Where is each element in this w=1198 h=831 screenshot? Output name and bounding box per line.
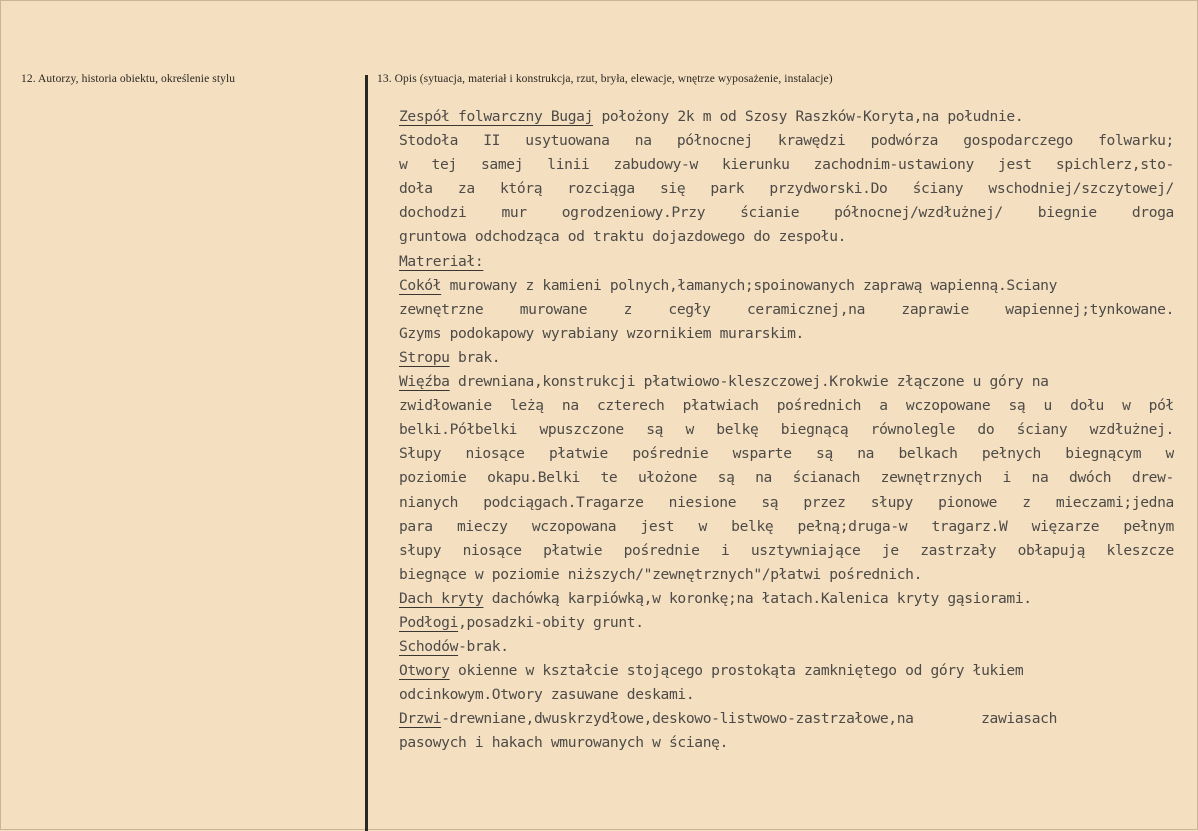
line-text: -brak. bbox=[458, 638, 509, 656]
text-line: zewnętrzne murowane z cegły ceramicznej,na zaprawie wapiennej;tynkowane. bbox=[399, 300, 1174, 318]
description-text bbox=[399, 105, 1174, 756]
text-line: doła za którą rozciąga się park przydworski.Do ściany wschodniej/szczytowej/ bbox=[399, 180, 1174, 198]
text-line bbox=[399, 346, 1174, 370]
line-text: położony 2k m od Szosy Raszków-Koryta,na południe. bbox=[593, 108, 1024, 125]
line-text: drewniana,konstrukcji płatwiowo-kleszczowej.Krokwie złączone u góry na bbox=[449, 373, 1049, 391]
line-text: dachówką karpiówką,w koronkę;na łatach.Kalenica kryty gąsiorami. bbox=[483, 589, 1032, 607]
underlined-term: Więźba bbox=[399, 373, 450, 391]
text-line bbox=[399, 587, 1174, 611]
column-divider bbox=[365, 75, 368, 831]
line-text: okienne w kształcie stojącego prostokąta zamkniętego od góry łukiem bbox=[449, 662, 1024, 680]
underlined-term: Dach kryty bbox=[399, 589, 484, 607]
line-text: ,posadzki-obity grunt. bbox=[458, 613, 644, 631]
text-line bbox=[399, 274, 1174, 298]
line-text: brak. bbox=[449, 348, 501, 366]
text-line: belki.Półbelki wpuszczone są w belkę biegnącą równolegle do ściany wzdłużnej. bbox=[399, 421, 1174, 439]
underlined-term: Drzwi bbox=[399, 710, 442, 728]
underlined-term: Podłogi bbox=[399, 613, 459, 631]
line-text: -drewniane,dwuskrzydłowe,deskowo-listwowo-zastrzałowe,na zawiasach bbox=[441, 710, 1058, 728]
text-line bbox=[399, 635, 1174, 659]
underlined-term: Schodów bbox=[399, 638, 459, 656]
text-line: pasowych i hakach wmurowanych w ścianę. bbox=[399, 734, 729, 752]
text-line bbox=[399, 659, 1174, 683]
text-line: Słupy niosące płatwie pośrednie wsparte są na belkach pełnych biegnącym w bbox=[399, 445, 1174, 463]
text-line bbox=[399, 105, 1174, 129]
underlined-term: Stropu bbox=[399, 348, 450, 366]
underlined-term: Cokół bbox=[399, 276, 442, 294]
text-line: biegnące w poziomie niższych/"zewnętrznych"/płatwi pośrednich. bbox=[399, 565, 923, 583]
text-line bbox=[399, 250, 1174, 274]
text-line: gruntowa odchodząca od traktu dojazdowego do zespołu. bbox=[399, 228, 847, 246]
text-line: zwidłowanie leżą na czterech płatwiach pośrednich a wczopowane są u dołu w pół bbox=[399, 397, 1174, 415]
text-line: Stodoła II usytuowana na północnej krawędzi podwórza gospodarczego folwarku; bbox=[399, 132, 1174, 150]
text-line: w tej samej linii zabudowy-w kierunku zachodnim-ustawiony jest spichlerz,sto- bbox=[399, 156, 1174, 174]
underlined-term: Zespół folwarczny Bugaj bbox=[399, 108, 594, 125]
field-13 bbox=[377, 73, 1177, 85]
field-12-label: 12. Autorzy, historia obiektu, określenie stylu bbox=[21, 73, 236, 85]
text-line: odcinkowym.Otwory zasuwane deskami. bbox=[399, 686, 695, 704]
text-line: nianych podciągach.Tragarze niesione są przez słupy pionowe z mieczami;jedna bbox=[399, 493, 1174, 511]
line-text: murowany z kamieni polnych,łamanych;spoinowanych zaprawą wapienną.Sciany bbox=[441, 276, 1058, 294]
field-13-label: 13. Opis (sytuacja, materiał i konstrukcja, rzut, bryła, elewacje, wnętrze wyposażenie, instalacje) bbox=[377, 73, 833, 85]
text-line bbox=[399, 370, 1174, 394]
text-line bbox=[399, 611, 1174, 635]
text-line: para mieczy wczopowana jest w belkę pełną;druga-w tragarz.W więzarze pełnym bbox=[399, 517, 1174, 535]
underlined-term: Otwory bbox=[399, 662, 450, 680]
section-heading: Matreriał: bbox=[399, 252, 484, 270]
text-line: dochodzi mur ogrodzeniowy.Przy ścianie północnej/wzdłużnej/ biegnie droga bbox=[399, 204, 1174, 222]
field-12 bbox=[21, 73, 351, 85]
text-line: słupy niosące płatwie pośrednie i usztywniające je zastrzały obłapują kleszcze bbox=[399, 541, 1174, 559]
text-line bbox=[399, 707, 1174, 731]
text-line: poziomie okapu.Belki te ułożone są na ścianach zewnętrznych i na dwóch drew- bbox=[399, 469, 1174, 487]
text-line: Gzyms podokapowy wyrabiany wzornikiem murarskim. bbox=[399, 324, 804, 342]
